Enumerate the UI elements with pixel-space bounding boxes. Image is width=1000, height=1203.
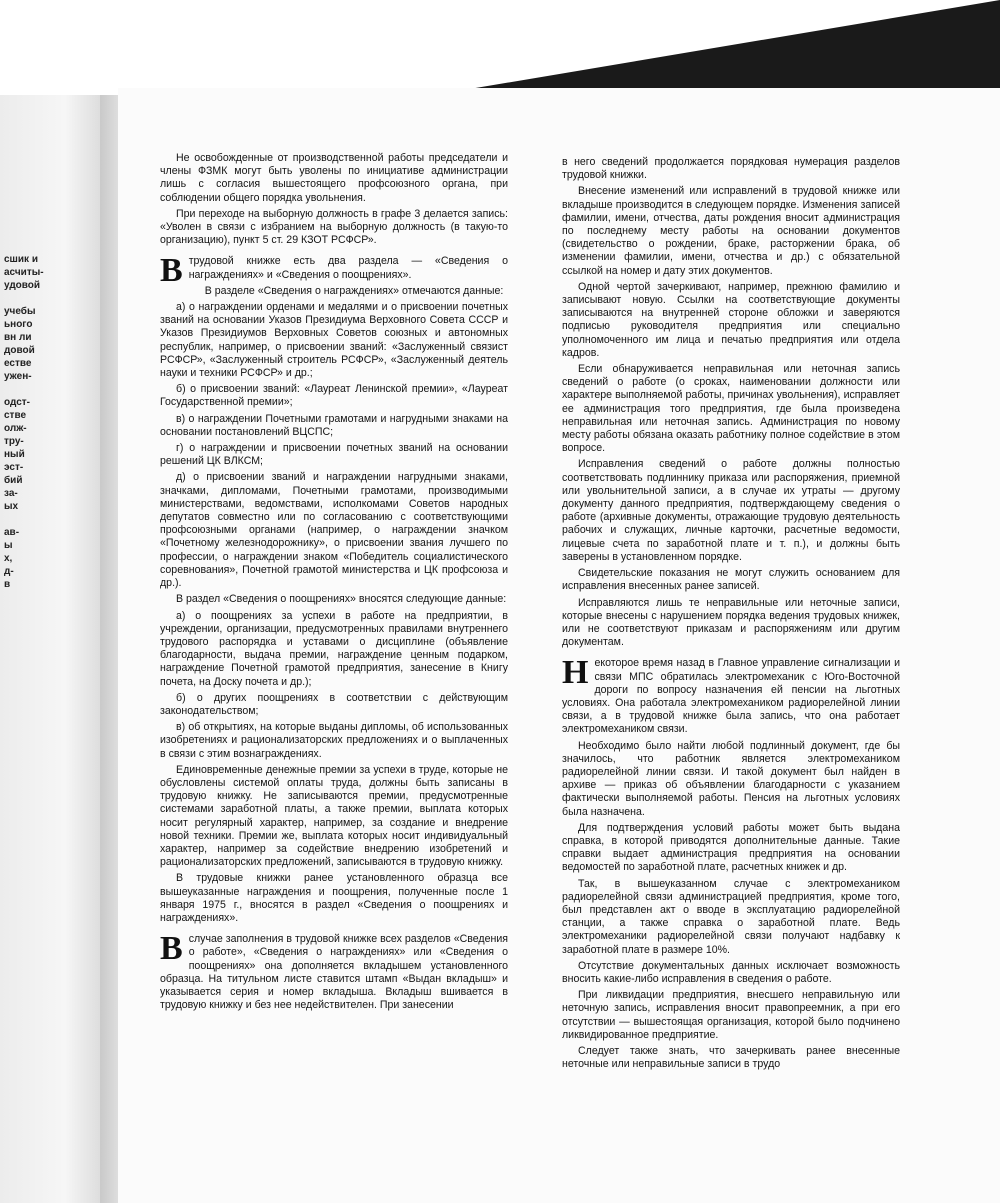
section-lead: трудовой книжке есть два раздела — «Сведения о награждениях» и «Сведения о поощрениях». <box>188 255 508 281</box>
list-item: а) о поощрениях за успехи в работе на предприятии, в учреждении, организации, предусмотренных правилами внутреннего трудового распорядка и уставами о дисциплине (объявление благодарности, выдача премии, награждение ценным подарком, награждение Почетной грамотой предприятия, занесение в Книгу почета, на Доску почета и др.); <box>160 609 508 688</box>
margin-fragment: ьного <box>4 319 33 330</box>
paragraph: Одной чертой зачеркивают, например, прежнюю фамилию и записывают новую. Ссылки на соответствующие документы записываются на внутренней стороне обложки и заверяются подписью руководителя предприятия или специально уполномоченного им лица и печатью предприятия или отдела кадров. <box>562 280 900 359</box>
list-item: в) об открытиях, на которые выданы дипломы, об использованных изобретениях и рационализаторских предложениях и о выплаченных в связи с этим вознаграждениях. <box>160 721 508 760</box>
section-lead: екоторое время назад в Главное управление сигнализации и связи МПС обратилась электромеханик с Юго-Восточной дороги по вопросу назначения ей пенсии на льготных условиях. Она работала электромехаником радиорелейной линии связи, а в трудовой книжке была запись, что она работает электромехаником связи. <box>562 657 900 736</box>
margin-fragment: ав- <box>4 527 20 538</box>
paragraph: При ликвидации предприятия, внесшего неправильную или неточную запись, исправления вносит правопреемник, а при его отсутствии — вышестоящая организация, которой было подчинено ликвидированное предприятие. <box>562 989 900 1041</box>
paragraph: Необходимо было найти любой подлинный документ, где бы значилось, что работник является электромехаником радиорелейной линии связи. И такой документ был найден в архиве — приказ об объявлении благодарности с указанием фактически выполняемой работы. Пенсия на льготных условиях была назначена. <box>562 739 900 818</box>
margin-fragment: естве <box>4 358 32 369</box>
paragraph: В разделе «Сведения о награждениях» отмечаются данные: <box>204 284 504 297</box>
list-item: в) о награждении Почетными грамотами и нагрудными знаками на основании постановлений ВЦСПС; <box>160 412 508 438</box>
paragraph: в него сведений продолжается порядковая нумерация разделов трудовой книжки. <box>562 156 900 182</box>
margin-fragment: за- <box>4 488 18 499</box>
margin-fragment: олж- <box>4 423 27 434</box>
left-column <box>160 152 508 1015</box>
paragraph: Следует также знать, что зачеркивать ранее внесенные неточные или неправильные записи в трудо <box>562 1045 900 1071</box>
section-insert <box>160 930 508 1012</box>
list-item: б) о присвоении званий: «Лауреат Ленинской премии», «Лауреат Государственной премии»; <box>160 383 508 409</box>
paragraph: В трудовые книжки ранее установленного образца все вышеуказанные награждения и поощрения, полученные после 1 января 1975 г., вносятся в раздел «Сведения о поощрениях и награждениях». <box>160 872 508 924</box>
paragraph: Исправления сведений о работе должны полностью соответствовать подлиннику приказа или распоряжения, приемной или увольнительной записи, а в случае их утраты — другому документу данного предприятия, подтверждающему сведения о работе (архивные документы, отражающие трудовую деятельность рабочих и служащих, личные карточки, расчетные ведомости, лицевые счета по заработной плате и т. п.), и должны быть заверены в установленном порядке. <box>562 458 900 563</box>
margin-fragment: асчиты- <box>4 267 44 278</box>
margin-fragment <box>4 383 56 396</box>
margin-fragment <box>4 513 56 526</box>
margin-fragment: удовой <box>4 280 41 291</box>
margin-fragment: д- <box>4 566 14 577</box>
list-item: д) о присвоении званий и награждении нагрудными знаками, значками, дипломами, Почетными грамотами, производимыми министерствами, ведомствами, исполкомами Советов народных депутатов совместно или по согласованию с соответствующими профсоюзными органами (например, о награждении значком «Почетному железнодорожнику», о присвоении звания лучшего по профессии, о награждении знаком «Победитель социалистического соревнования», Почетной грамотой министерства и ЦК профсоюза и др.). <box>160 471 508 590</box>
paragraph: В раздел «Сведения о поощрениях» вносятся следующие данные: <box>176 593 507 606</box>
paragraph: Исправляются лишь те неправильные или неточные записи, которые внесены с нарушением порядка ведения трудовых книжек, или не соответствуют приказам и распоряжениям или другим документам. <box>562 596 900 649</box>
margin-fragment: в <box>4 579 11 590</box>
paragraph: Единовременные денежные премии за успехи в труде, которые не обусловлены системой оплаты труда, должны быть записаны в трудовую книжку. Не записываются премии, предусмотренные системами заработной платы, а также премии, выплата которых носит регулярный характер, например, за создание и внедрение новой техники. Премии же, выплата которых носит индивидуальный характер, например за содействие внедрению изобретений и рационализаторских предложений, записываются в трудовую книжку. <box>160 763 508 869</box>
list-item: б) о других поощрениях в соответствии с действующим законодательством; <box>160 691 508 717</box>
drop-cap: В <box>160 252 183 290</box>
drop-cap: Н <box>562 654 589 692</box>
paragraph: Так, в вышеуказанном случае с электромехаником радиорелейной связи администрацией предприятия, кроме того, был представлен акт о вводе в эксплуатацию радиорелейной станции, а также справка о заработной плате. Ведь электромеханики радиорелейной связи получают надбавку к заработной плате в размере 10%. <box>562 877 900 956</box>
margin-fragment <box>4 292 56 305</box>
margin-fragment: х, <box>4 553 13 564</box>
drop-cap: В <box>160 930 183 968</box>
margin-fragment: ых <box>4 501 19 512</box>
paragraph: Внесение изменений или исправлений в трудовой книжке или вкладыше производится в следующем порядке. Изменения записей фамилии, имени, отчества, даты рождения вносит администрация по последнему месту работы на основании документов (свидетельство о рождении, браке, расторжении брака, об изменении фамилии, имени, отчества и др.) с обязательной ссылкой на номер и дату этих документов. <box>562 185 900 277</box>
paragraph: Отсутствие документальных данных исключает возможность вносить какие-либо исправления в сведения о работе. <box>562 959 900 985</box>
right-column <box>562 156 900 1074</box>
paragraph: Не освобожденные от производственной работы председатели и члены ФЗМК могут быть уволены по инициативе администрации лишь с согласия вышестоящего профсоюзного органа, при соблюдении общего порядка увольнения. <box>160 152 508 204</box>
facing-page-text-fragments <box>4 253 56 591</box>
margin-fragment: одст- <box>4 397 30 408</box>
paragraph: При переходе на выборную должность в графе 3 делается запись: «Уволен в связи с избранием на выборную должность (в такую-то организацию), пункт 5 ст. 29 КЗОТ РСФСР». <box>160 207 508 247</box>
section-awards <box>160 252 508 925</box>
margin-fragment: учебы <box>4 306 36 317</box>
margin-fragment: ы <box>4 540 13 551</box>
margin-fragment: ный <box>4 449 25 460</box>
margin-fragment: тру- <box>4 436 24 447</box>
margin-fragment: бий <box>4 475 23 486</box>
margin-fragment: стве <box>4 410 27 421</box>
paragraph: Свидетельские показания не могут служить основанием для исправления внесенных ранее записей. <box>562 567 900 593</box>
section-lead: случае заполнения в трудовой книжке всех разделов «Сведения о работе», «Сведения о награждениях» или «Сведения о поощрениях» она дополняется вкладышем установленного образца. На титульном листе ставится штамп «Выдан вкладыш» и указывается серия и номер вкладыша. Вкладыш вшивается в трудовую книжку и без нее недействителен. При занесении <box>160 933 508 1012</box>
paragraph: Если обнаруживается неправильная или неточная запись сведений о работе (о сроках, наименовании должности или характере выполняемой работы, причинах увольнения), исправляет ее администрация того предприятия, где была произведена неправильная или неточная запись. Администрация по новому месту работы обязана оказать работнику полное содействие в этом вопросе. <box>562 363 900 455</box>
list-item: а) о награждении орденами и медалями и о присвоении почетных званий на основании Указов Президиума Верховного Совета СССР и Указов Президиумов Верховных Советов союзных и автономных республик, например, о присвоении званий: «Заслуженный связист РСФСР», «Заслуженный строитель РСФСР», «Заслуженный деятель науки и техники РСФСР» и др.; <box>160 301 508 380</box>
margin-fragment: эст- <box>4 462 24 473</box>
paragraph: Для подтверждения условий работы может быть выдана справка, в которой приводятся дополнительные данные. Такие справки выдает администрация предприятия на основании ведомостей по заработной плате, расчетных книжек и др. <box>562 821 900 874</box>
section-case-study <box>562 654 900 1071</box>
margin-fragment: ужен- <box>4 371 32 382</box>
margin-fragment: вн ли <box>4 332 32 343</box>
list-item: г) о награждении и присвоении почетных званий на основании решений ЦК ВЛКСМ; <box>160 442 508 468</box>
facing-page-strip <box>0 95 108 1203</box>
margin-fragment: довой <box>4 345 35 356</box>
margin-fragment: сшик и <box>4 254 38 265</box>
